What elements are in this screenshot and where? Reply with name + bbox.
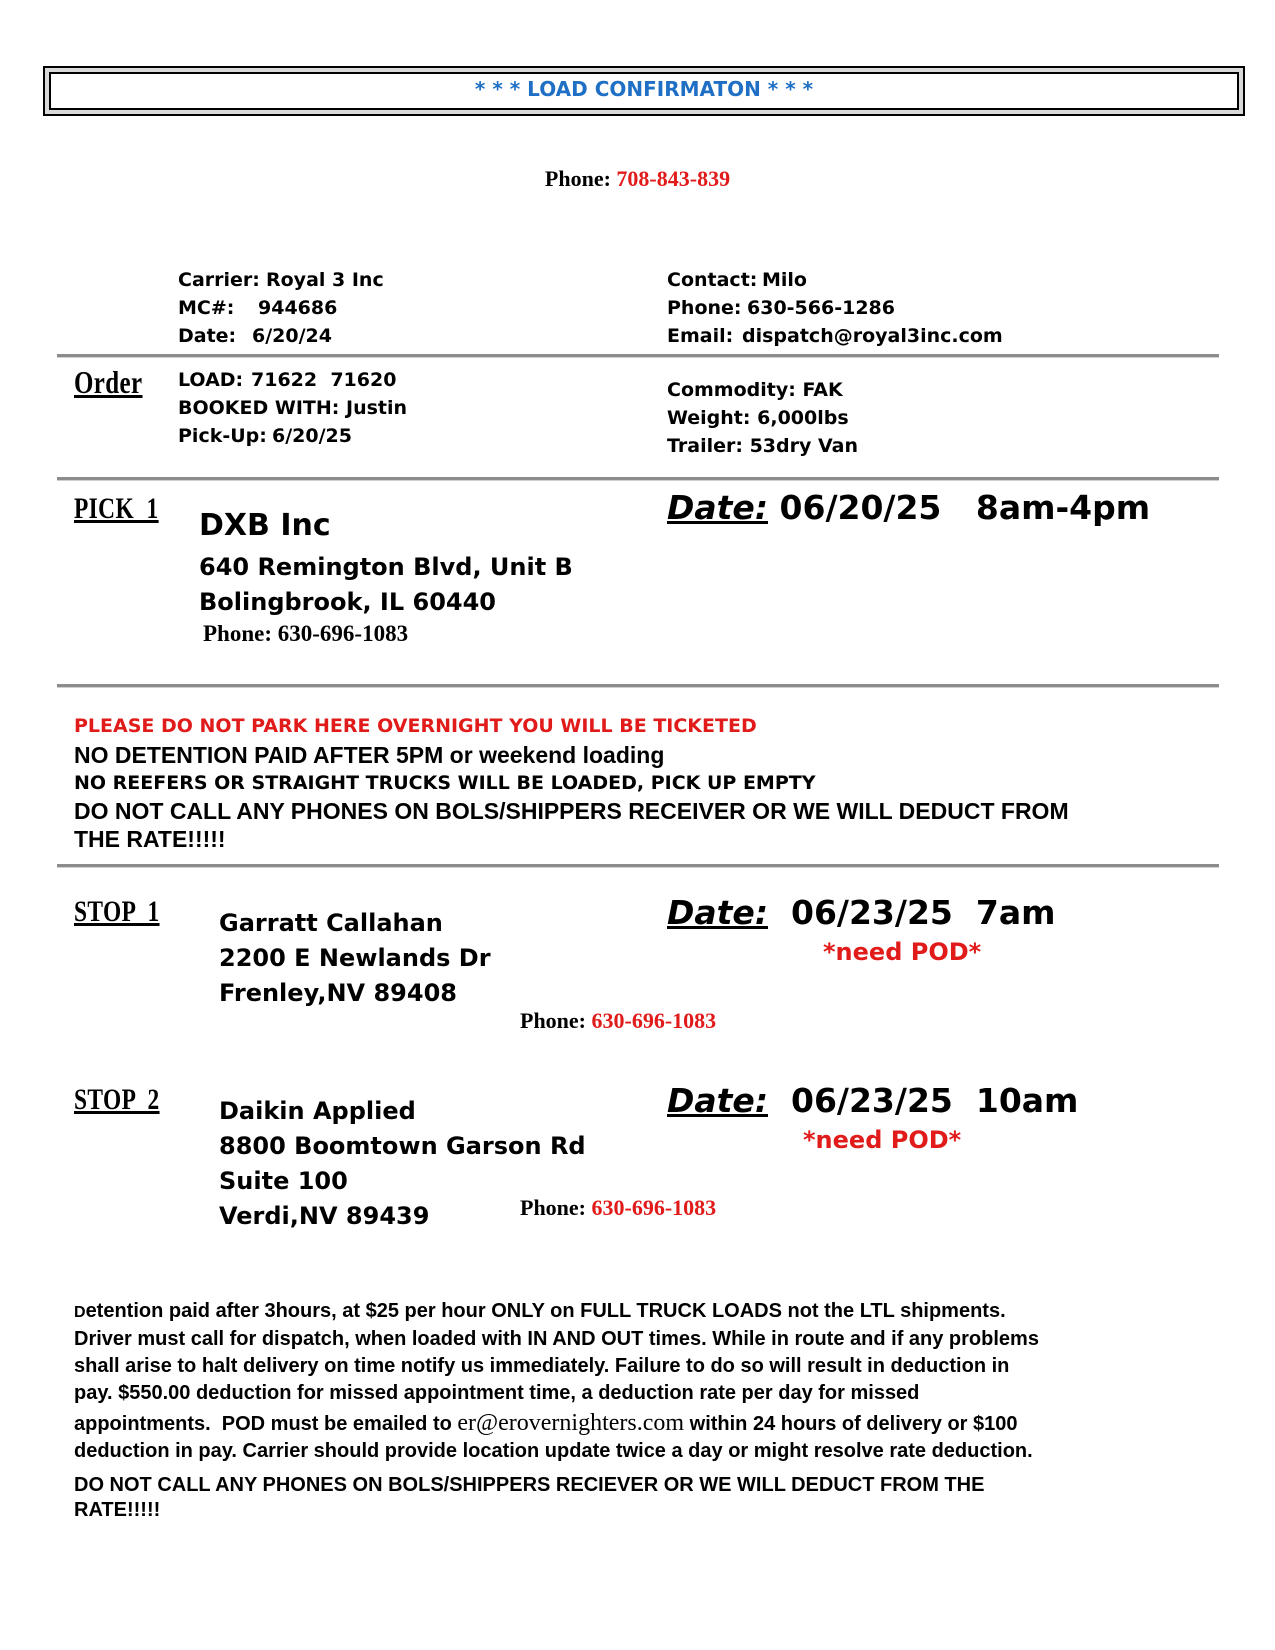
terms-line5b: within 24 hours of delivery or $100 [684,1413,1018,1435]
pick1-address [199,550,573,620]
pick1-phone: Phone: 630-696-1083 [203,621,409,646]
stop1-date-label: Date: [667,893,769,932]
terms-email-link[interactable]: er@erovernighters.com [457,1410,685,1436]
carrier-info [178,266,384,350]
stop1-phone-value: 630-696-1083 [591,1008,717,1033]
stop1-date [667,893,1055,932]
pick1-date-value: 06/20/25 8am-4pm [779,488,1151,527]
pick1-section-label: PICK 1 [74,492,159,525]
pick1-address-line1: 640 Remington Blvd, Unit B [199,553,573,581]
warning-no-detention: NO DETENTION PAID AFTER 5PM or weekend loading [74,742,665,768]
stop1-section-label: STOP 1 [74,895,160,928]
stop1-address [219,906,491,1011]
stop2-date [667,1081,1078,1120]
weight-label: Weight: [667,407,751,429]
email-label: Email: [667,325,734,347]
terms-line6: deduction in pay. Carrier should provide location update twice a day or might resolve rate deduction. [74,1440,1033,1462]
pickup-value: 6/20/25 [272,425,352,447]
contact-phone-label: Phone: [667,297,742,319]
contact-phone-value: 630-566-1286 [747,297,895,319]
trailer-label: Trailer: [667,435,743,457]
divider [57,864,1219,868]
warning-no-parking: PLEASE DO NOT PARK HERE OVERNIGHT YOU WILL BE TICKETED [74,715,757,737]
stop2-section-label: STOP 2 [74,1083,160,1116]
booked-value: Justin [346,397,408,419]
terms-initial: D [74,1304,86,1321]
warning-no-calls-line2: THE RATE!!!!! [74,826,226,852]
stop2-phone [520,1195,716,1221]
order-section-label: Order [74,364,143,400]
stop2-address-line3: Verdi,NV 89439 [219,1202,430,1230]
terms-line2: Driver must call for dispatch, when loaded with IN AND OUT times. While in route and if any problems [74,1328,1039,1350]
carrier-value: Royal 3 Inc [266,269,384,291]
pickup-label: Pick-Up: [178,425,267,447]
stop2-address-line2: Suite 100 [219,1167,348,1195]
stop1-address-line2: Frenley,NV 89408 [219,979,457,1007]
email-value: dispatch@royal3inc.com [742,325,1003,347]
stop2-pod-note: *need POD* [803,1126,962,1154]
pick1-date-label: Date: [667,488,769,527]
commodity-info [667,376,858,460]
date-value: 6/20/24 [252,325,332,347]
terms-line4: pay. $550.00 deduction for missed appointment time, a deduction rate per day for missed [74,1382,920,1404]
order-info [178,366,407,450]
divider [57,684,1219,688]
terms-line3: shall arise to halt delivery on time notify us immediately. Failure to do so will result in deduction in [74,1355,1010,1377]
warning-no-calls-line1: DO NOT CALL ANY PHONES ON BOLS/SHIPPERS RECEIVER OR WE WILL DEDUCT FROM [74,798,1069,824]
pick1-address-line2: Bolingbrook, IL 60440 [199,588,496,616]
commodity-value: FAK [802,379,843,401]
terms-line1: etention paid after 3hours, at $25 per hour ONLY on FULL TRUCK LOADS not the LTL shipments. [85,1300,1006,1322]
final-warning-line2: RATE!!!!! [74,1499,161,1521]
booked-label: BOOKED WITH: [178,397,340,419]
document-title: * * * LOAD CONFIRMATON * * * [474,77,814,101]
contact-info [667,266,1003,350]
load-label: LOAD: [178,369,244,391]
stop1-date-value: 06/23/25 7am [791,893,1056,932]
contact-value: Milo [762,269,807,291]
header-phone-label: Phone: [544,166,611,191]
divider [57,477,1219,481]
pick1-date [667,488,1150,527]
load-value: 71622 71620 [251,369,397,391]
carrier-label: Carrier: [178,269,260,291]
divider [57,354,1219,358]
stop1-phone-label: Phone: [520,1008,586,1033]
stop2-date-value: 06/23/25 10am [791,1081,1079,1120]
weight-value: 6,000lbs [757,407,849,429]
stop1-phone [520,1008,716,1034]
commodity-label: Commodity: [667,379,796,401]
stop1-name: Garratt Callahan [219,909,443,937]
mc-label: MC#: [178,297,235,319]
mc-value: 944686 [258,297,338,319]
stop1-address-line1: 2200 E Newlands Dr [219,944,491,972]
stop1-pod-note: *need POD* [823,938,982,966]
date-label: Date: [178,325,237,347]
stop2-address-line1: 8800 Boomtown Garson Rd [219,1132,586,1160]
pick1-name: DXB Inc [199,508,331,543]
header-phone [0,166,1275,192]
warning-no-calls [74,797,1069,853]
terms-line5a: appointments. POD must be emailed to [74,1413,458,1435]
stop2-phone-label: Phone: [520,1195,586,1220]
final-warning [74,1473,984,1523]
warning-no-reefers: NO REEFERS OR STRAIGHT TRUCKS WILL BE LOADED, PICK UP EMPTY [74,772,816,794]
terms-paragraph [74,1298,1264,1465]
final-warning-line1: DO NOT CALL ANY PHONES ON BOLS/SHIPPERS RECIEVER OR WE WILL DEDUCT FROM THE [74,1474,985,1496]
header-phone-value: 708-843-839 [616,166,731,191]
trailer-value: 53dry Van [749,435,859,457]
stop2-name: Daikin Applied [219,1097,416,1125]
stop2-date-label: Date: [667,1081,769,1120]
contact-label: Contact: [667,269,758,291]
stop2-phone-value: 630-696-1083 [591,1195,717,1220]
